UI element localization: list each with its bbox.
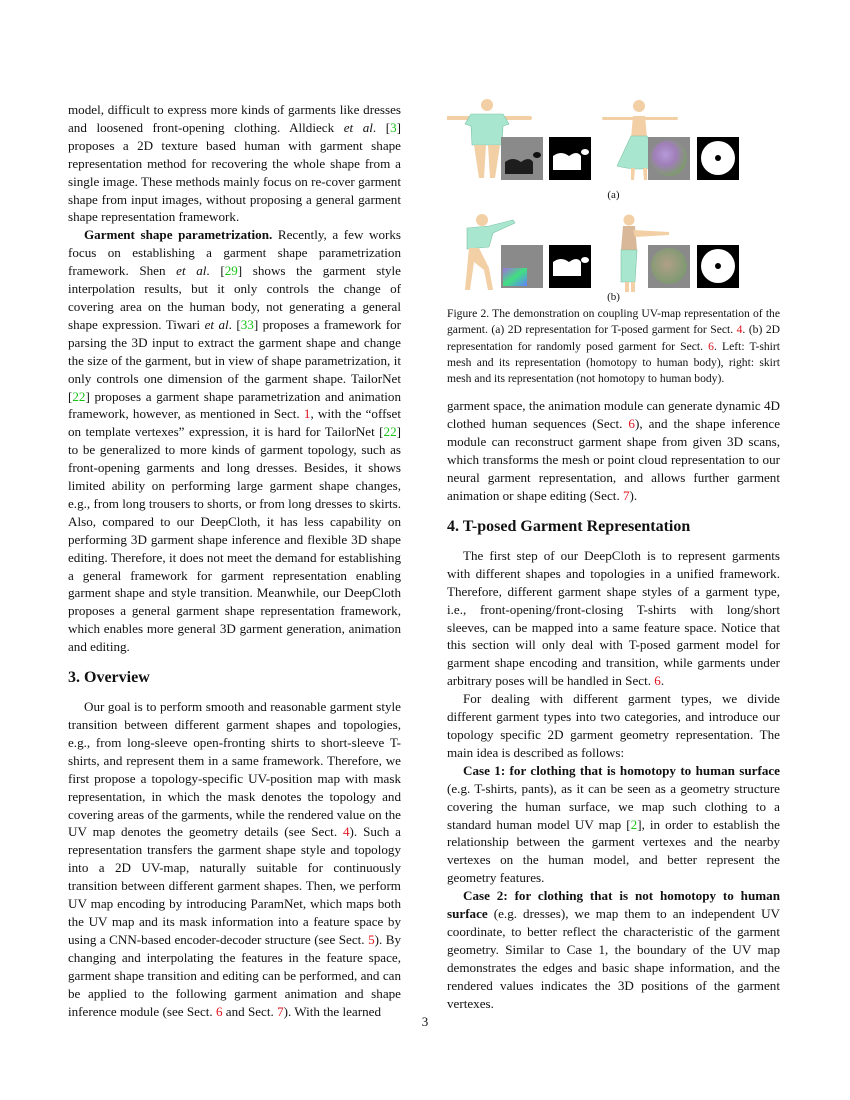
- section-link[interactable]: 1: [303, 406, 311, 422]
- section-link[interactable]: 4: [736, 323, 743, 337]
- text-run: ] to be generalized to more kinds of garment topology, such as front-opening garments and long dresses. Besides, it shows limited ability on performing large garment shape changes, e.g., from long trousers to shorts, or from long dresses to skirts. Also, compared to our DeepCloth, it has less capability on performing 3D garment shape inference and flexible 3D shape editing. Therefore, it does not meet the demand for establishing a general framework for garment representation enabling garment shape and style transition. Meanwhile, our DeepCloth proposes a general garment shape representation framework, which enables more general 3D garment generation, animation and editing.: [68, 424, 401, 655]
- text-run: . (b) 2D representation for randomly posed garment for Sect.: [447, 323, 780, 353]
- text-run: Our goal is to perform smooth and reasonable garment style transition between different garment shapes and topologies, e.g., from long-sleeve open-fronting shirts to short-sleeve T-shirts, and represent them in a same framework. Therefore, we first propose a topology-specific UV-position map with mask representation, in which the mask denotes the topology and covering areas of the garments, while the rendered value on the UV map denotes the geometry details (see Sect.: [68, 699, 401, 840]
- paragraph: [447, 690, 780, 762]
- paragraph: [447, 762, 780, 887]
- figure-2: [447, 90, 780, 306]
- paragraph: [447, 397, 780, 504]
- paragraph: [68, 226, 401, 656]
- text-run: and Sect.: [222, 1003, 278, 1019]
- text-run: ] proposes a garment shape parametrization and animation framework, however, as mentioned in Sect.: [68, 388, 401, 422]
- paragraphs: [447, 397, 780, 504]
- text-run: (e.g. dresses), we map them to an independent UV coordinate, to better reflect the characteristic of the garment geometry. Similar to Case 1, the boundary of the UV map demonstrates the edges and basic shape information, and the rendered values indicates the 3D positions of the garment vertexes.: [447, 906, 780, 1011]
- citation-link[interactable]: 22: [72, 388, 86, 404]
- section-link[interactable]: 6: [215, 1003, 223, 1019]
- text-run: ], in order to establish the relationship between the garment vertexes and the nearby vertexes on the human model, and better represent the geometry features.: [447, 816, 780, 886]
- section-link[interactable]: 4: [343, 824, 350, 840]
- subfigure-label-a: (a): [607, 189, 620, 201]
- text-run: ). By changing and interpolating the features in the feature space, garment shape transition and editing can be performed, and can be applied to the following garment animation and shape inference module (see Sect.: [68, 931, 402, 1019]
- section-link[interactable]: 7: [277, 1003, 284, 1019]
- italic-text: et al: [343, 119, 373, 135]
- text-run: ] proposes a 2D texture based human with garment shape representation method for recovering the whole shape from a single image. These methods mainly focus on re-cover garment shape from input images, without proposing a general garment shape representation framework.: [68, 119, 401, 225]
- text-run: ] proposes a framework for parsing the 3D input to extract the garment shape and change the size of the garment, but in view of shape parametrization, it only controls one dimension of the garment shape. TailorNet [: [68, 316, 401, 404]
- bold-lead-in: Garment shape parametrization.: [84, 227, 273, 243]
- subfigure-label-b: (b): [607, 291, 620, 303]
- italic-text: et al: [204, 316, 229, 332]
- section-heading-tposed: 4. T-posed Garment Representation: [447, 517, 691, 535]
- text-run: . [: [372, 119, 391, 135]
- bold-lead-in: Case 1: for clothing that is homotopy to human surface: [463, 762, 780, 778]
- left-column: [68, 101, 401, 1020]
- citation-link[interactable]: 29: [224, 263, 238, 279]
- text-run: .: [660, 673, 665, 689]
- text-run: ). Such a representation transfers the garment shape style and topology into a 2D UV-map, naturally suitable for continuously transition between different garment shapes. Then, we perform UV map encoding by introducing ParamNet, which maps both the UV map and its mask information into a feature space by using a CNN-based encoder-decoder structure (see Sect.: [68, 824, 401, 947]
- paragraphs: [68, 698, 401, 1020]
- text-run: Figure 2. The demonstration on coupling UV-map representation of the garment. (a) 2D representation for T-posed garment for Sect.: [447, 307, 780, 337]
- figure-caption: [447, 306, 780, 387]
- text-run: . Left: T-shirt mesh and its representation (homotopy to human body), right: skirt mesh and its representation (not homotopy to human body).: [447, 339, 780, 386]
- section-link[interactable]: 5: [368, 931, 375, 947]
- text-run: . [: [228, 316, 241, 332]
- citation-link[interactable]: 3: [390, 119, 397, 135]
- bold-lead-in: Case 2: for clothing that is not homotopy to human surface: [447, 888, 780, 922]
- section-heading-overview: 3. Overview: [68, 669, 150, 687]
- paragraphs: [447, 547, 780, 1013]
- citation-link[interactable]: 33: [240, 316, 254, 332]
- text-run: ).: [629, 488, 638, 504]
- paragraph: [447, 887, 780, 1012]
- text-run: The first step of our DeepCloth is to represent garments with different shapes and topologies in a unified framework. Therefore, different garment shape styles of a garment type, i.e., front-opening/front-closing T-shirts with long/short sleeves, can be mapped into a same feature space. Notice that this section will only deal with T-posed garment model for garment shape encoding and transition, while garments under arbitrary poses will be handled in Sect.: [447, 547, 780, 689]
- section-link[interactable]: 6: [654, 673, 661, 689]
- citation-link[interactable]: 22: [383, 424, 397, 440]
- right-column: [447, 90, 780, 1012]
- section-link[interactable]: 6: [708, 339, 714, 353]
- text-run: ). With the learned: [283, 1003, 382, 1019]
- italic-text: et al: [176, 263, 207, 279]
- paragraph: [68, 698, 401, 1020]
- page-number: 3: [421, 1014, 429, 1029]
- section-link[interactable]: 6: [628, 416, 635, 432]
- paragraphs: [68, 101, 401, 656]
- citation-link[interactable]: 2: [630, 816, 638, 832]
- text-run: ), and the shape inference module can reconstruct garment shape from given 3D scans, which transforms the mesh or point cloud representation to our neural garment representation, and allows further garment animation or shape editing (Sect.: [447, 416, 780, 504]
- text-run: Recently, a few works focus on establishing a garment shape parametrization framework. Shen: [68, 227, 401, 279]
- text-run: For dealing with different garment types, we divide different garment types into two categories, and introduce our topology specific 2D garment geometry representation. The main idea is described as follows:: [447, 691, 780, 760]
- text-run: garment space, the animation module can generate dynamic 4D clothed human sequences (Sect.: [447, 398, 780, 432]
- text-run: (e.g. T-shirts, pants), as it can be seen as a geometry structure covering the human surface, we map such clothing to a standard human model UV map [: [447, 780, 780, 832]
- text-run: model, difficult to express more kinds of garments like dresses and loosened front-opening clothing. Alldieck: [68, 102, 401, 135]
- text-run: ] shows the garment style interpolation results, but it only controls the change of covering area on the human body, not generating a general shape expression. Tiwari: [68, 263, 401, 332]
- text-run: . [: [206, 263, 225, 279]
- paragraph: [447, 547, 780, 690]
- text-run: , with the “offset on template vertexes” expression, it is hard for TailorNet [: [68, 406, 401, 440]
- section-link[interactable]: 7: [623, 488, 630, 504]
- paragraph: [68, 101, 401, 226]
